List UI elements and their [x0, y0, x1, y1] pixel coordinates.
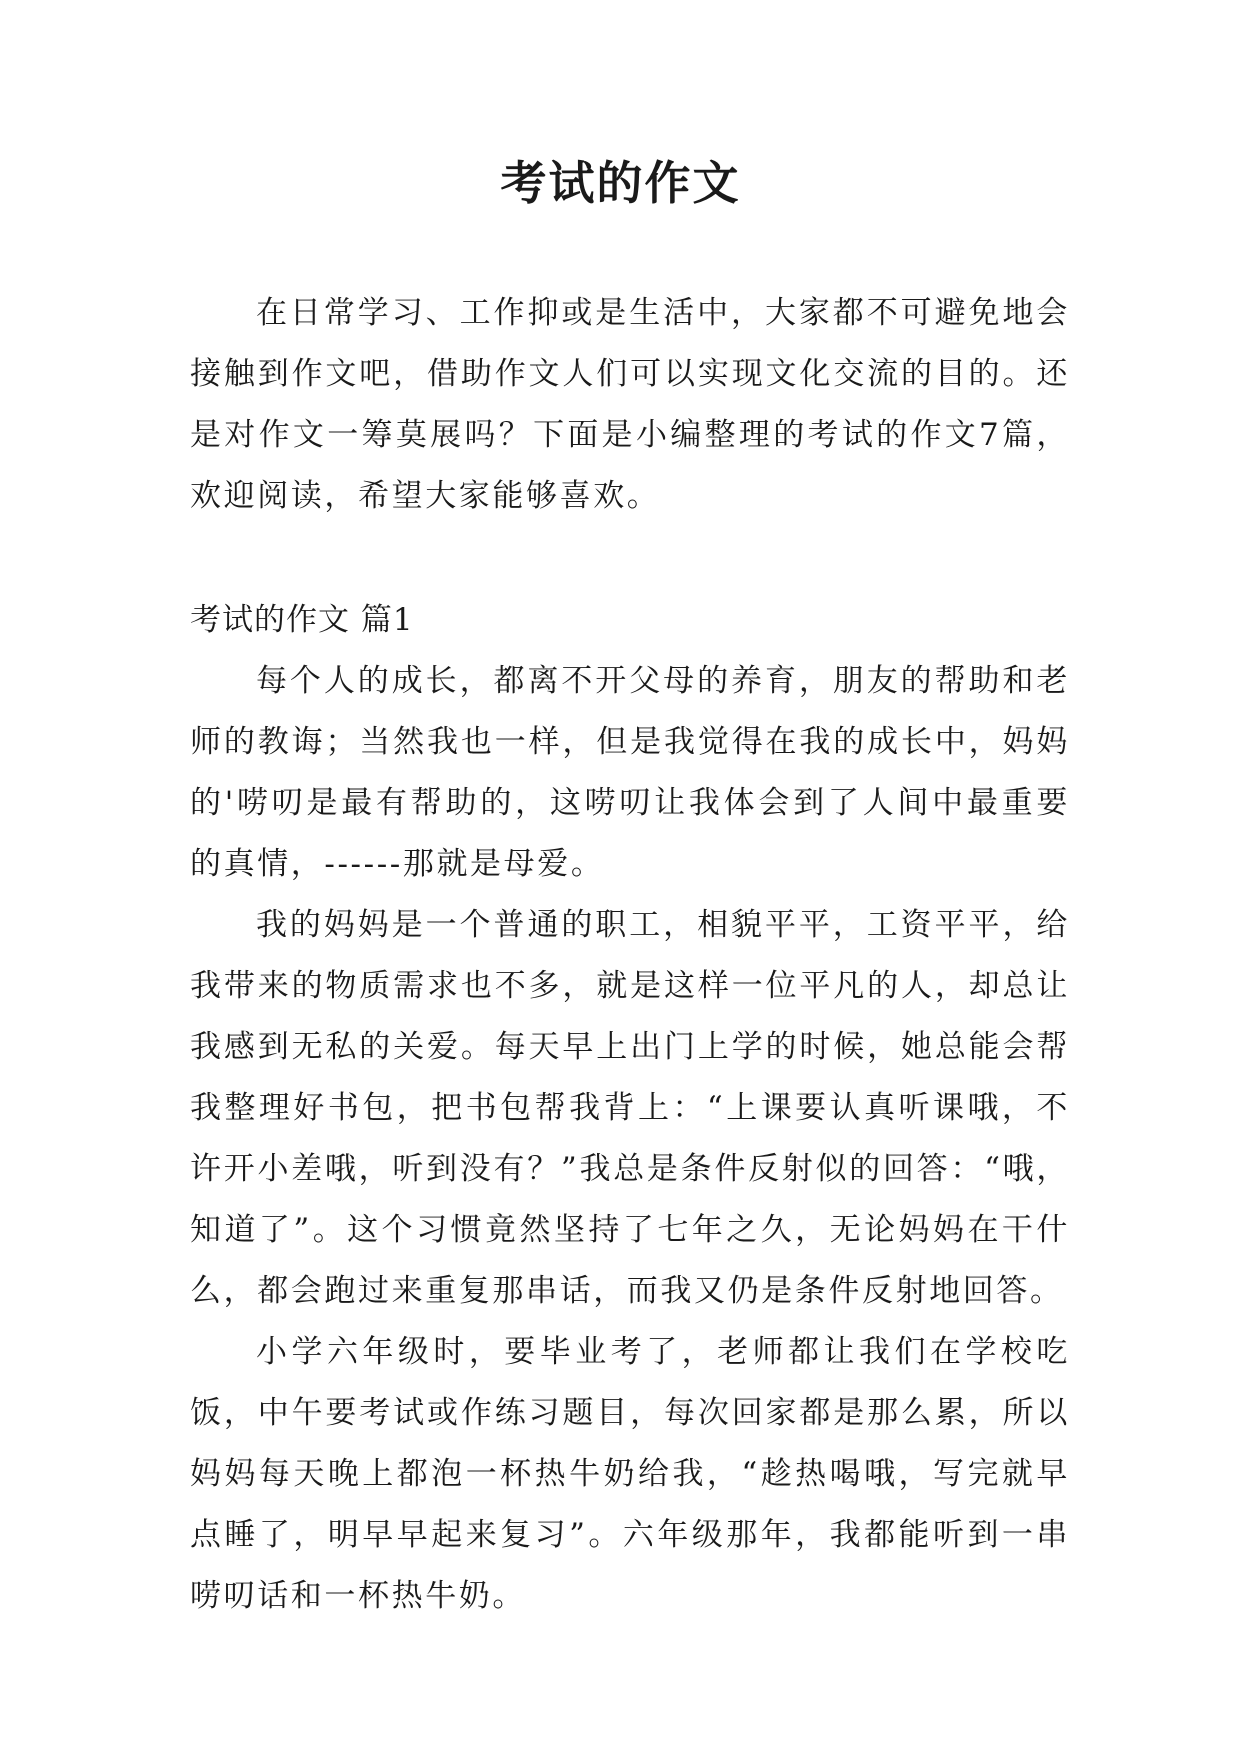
document-body — [190, 283, 1070, 1627]
intro-paragraph: 在日常学习、工作抑或是生活中，大家都不可避免地会接触到作文吧，借助作文人们可以实现文化交流的目的。还是对作文一筹莫展吗？下面是小编整理的考试的作文7篇，欢迎阅读，希望大家能够喜欢。 — [190, 295, 1070, 514]
body-paragraph: 我的妈妈是一个普通的职工，相貌平平，工资平平，给我带来的物质需求也不多，就是这样一位平凡的人，却总让我感到无私的关爱。每天早上出门上学的时候，她总能会帮我整理好书包，把书包帮我背上：“上课要认真听课哦，不许开小差哦，听到没有？”我总是条件反射似的回答：“哦，知道了”。这个习惯竟然坚持了七年之久，无论妈妈在干什么，都会跑过来重复那串话，而我又仍是条件反射地回答。 — [190, 907, 1070, 1309]
document-title: 考试的作文 — [500, 156, 741, 210]
body-paragraph: 小学六年级时，要毕业考了，老师都让我们在学校吃饭，中午要考试或作练习题目，每次回家都是那么累，所以妈妈每天晚上都泡一杯热牛奶给我，“趁热喝哦，写完就早点睡了，明早早起来复习”。六年级那年，我都能听到一串唠叨话和一杯热牛奶。 — [190, 1334, 1070, 1614]
body-paragraph: 每个人的成长，都离不开父母的养育，朋友的帮助和老师的教诲；当然我也一样，但是我觉得在我的成长中，妈妈的'唠叨是最有帮助的，这唠叨让我体会到了人间中最重要的真情，------那就是母爱。 — [190, 663, 1070, 882]
section-heading: 考试的作文 篇1 — [190, 602, 414, 638]
essay-section-1 — [190, 590, 1070, 1627]
